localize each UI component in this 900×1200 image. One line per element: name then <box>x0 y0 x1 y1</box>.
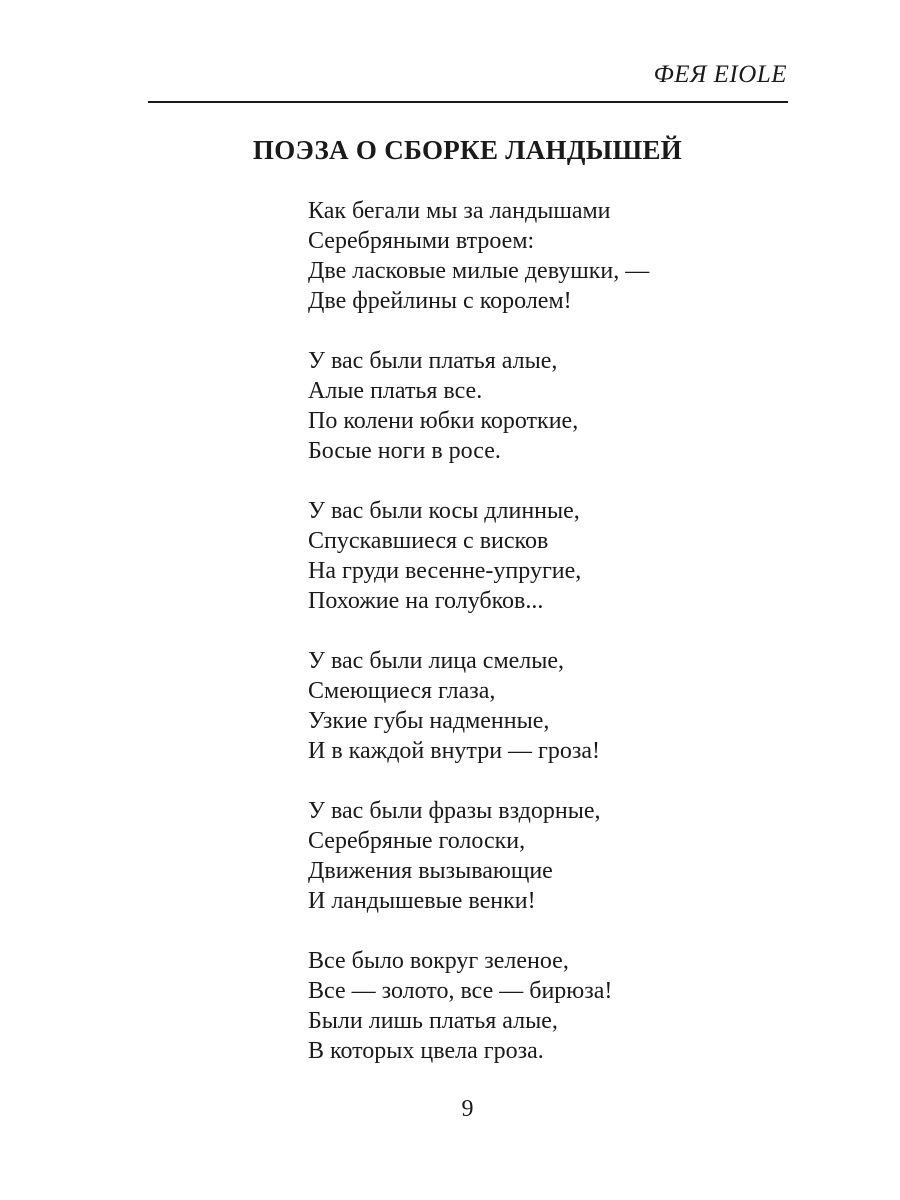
poem-line: Все было вокруг зеленое, <box>308 948 569 974</box>
poem-line: Алые платья все. <box>308 378 483 404</box>
stanza <box>308 346 748 466</box>
page-number: 9 <box>461 1096 474 1122</box>
poem-line: По колени юбки короткие, <box>308 408 579 434</box>
stanza <box>308 496 748 616</box>
poem-line: Все — золото, все — бирюза! <box>308 978 613 1004</box>
poem-line: На груди весенне-упругие, <box>308 558 582 584</box>
header-rule <box>148 101 788 103</box>
stanza <box>308 796 748 916</box>
poem-line: И в каждой внутри — гроза! <box>308 738 601 764</box>
poem-line: У вас были косы длинные, <box>308 498 580 524</box>
running-head: ФЕЯ EIOLE <box>653 61 787 88</box>
poem-line: Похожие на голубков... <box>308 588 544 614</box>
stanza <box>308 646 748 766</box>
poem-line: У вас были лица смелые, <box>308 648 565 674</box>
poem-line: Спускавшиеся с висков <box>308 528 549 554</box>
poem-line: У вас были фразы вздорные, <box>308 798 601 824</box>
stanza <box>308 196 748 316</box>
poem-title: ПОЭЗА О СБОРКЕ ЛАНДЫШЕЙ <box>252 135 683 165</box>
poem-line: Как бегали мы за ландышами <box>308 198 611 224</box>
poem-body <box>308 196 748 1096</box>
poem-line: Босые ноги в росе. <box>308 438 501 464</box>
poem-line: Две фрейлины с королем! <box>308 288 572 314</box>
poem-line: Серебряными втроем: <box>308 228 535 254</box>
poem-line: У вас были платья алые, <box>308 348 558 374</box>
poem-line: Серебряные голоски, <box>308 828 526 854</box>
poem-line: Движения вызывающие <box>308 858 553 884</box>
poem-line: Были лишь платья алые, <box>308 1008 558 1034</box>
poem-line: В которых цвела гроза. <box>308 1038 544 1064</box>
poem-line: Узкие губы надменные, <box>308 708 550 734</box>
poem-line: И ландышевые венки! <box>308 888 536 914</box>
stanza <box>308 946 748 1066</box>
poem-line: Смеющиеся глаза, <box>308 678 496 704</box>
poem-line: Две ласковые милые девушки, — <box>308 258 650 284</box>
